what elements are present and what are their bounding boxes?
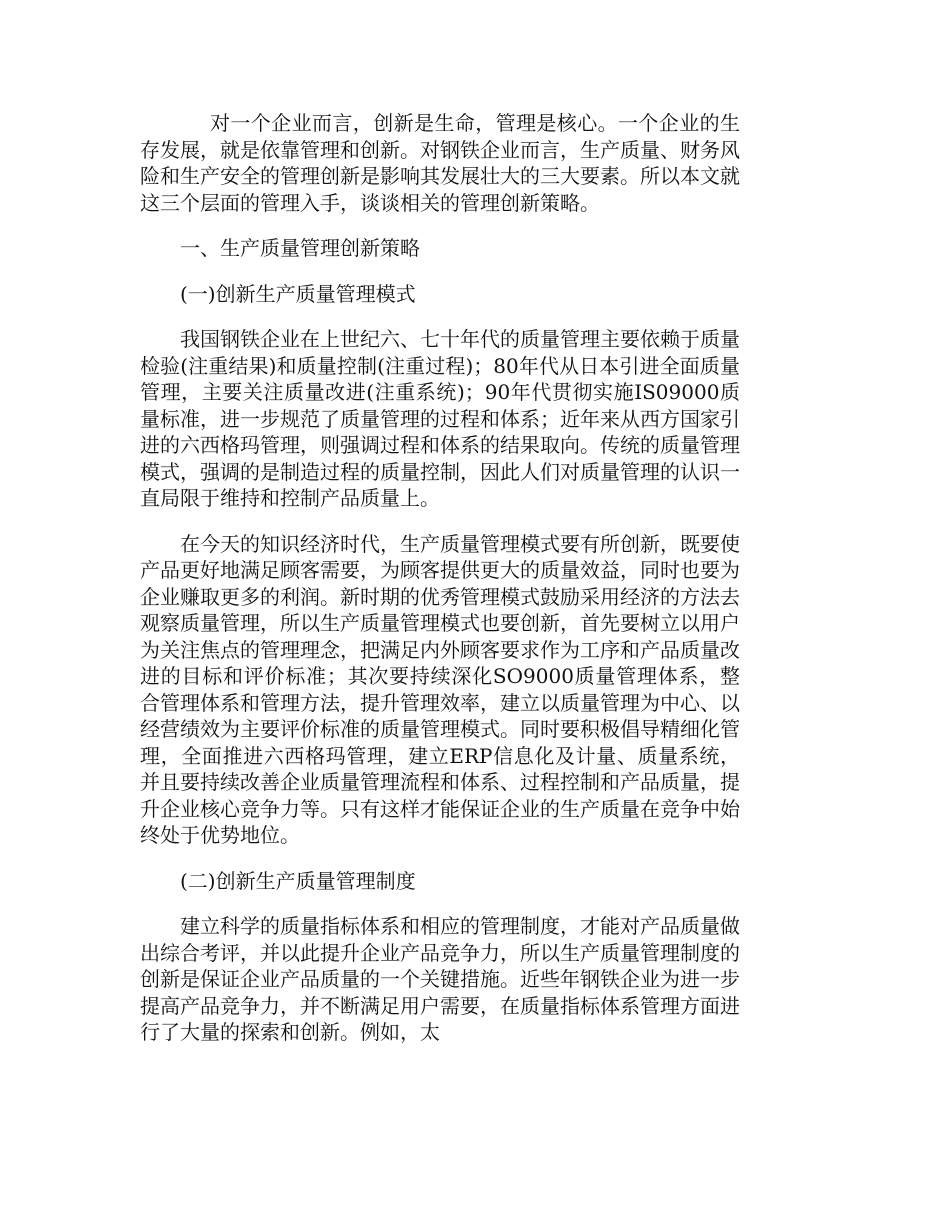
section-heading: 一、生产质量管理创新策略 <box>180 236 420 260</box>
subsection-heading: (一)创新生产质量管理模式 <box>180 281 416 306</box>
body-paragraph: 建立科学的质量指标体系和相应的管理制度，才能对产品质量做出综合考评，并以此提升企业产品竞争力，所以生产质量管理制度的创新是保证企业产品质量的一个关键措施。近些年钢铁企业为进一步提高产品竞争力，并不断满足用户需要，在质量指标体系管理方面进行了大量的探索和创新。例如，太 <box>140 914 740 1044</box>
document-body <box>140 110 740 1065</box>
subsection-heading: (二)创新生产质量管理制度 <box>180 868 416 893</box>
body-paragraph: 我国钢铁企业在上世纪六、七十年代的质量管理主要依赖于质量检验(注重结果)和质量控制(注重过程)；80年代从日本引进全面质量管理，主要关注质量改进(注重系统)；90年代贯彻实施IS09000质量标准，进一步规范了质量管理的过程和体系；近年来从西方国家引进的六西格玛管理，则强调过程和体系的结果取向。传统的质量管理模式，强调的是制造过程的质量控制，因此人们对质量管理的认识一直局限于维持和控制产品质量上。 <box>140 327 740 510</box>
body-paragraph: 在今天的知识经济时代，生产质量管理模式要有所创新，既要使产品更好地满足顾客需要，为顾客提供更大的质量效益，同时也要为企业赚取更多的利润。新时期的优秀管理模式鼓励采用经济的方法去观察质量管理，所以生产质量管理模式也要创新，首先要树立以用户为关注焦点的管理理念，把满足内外顾客要求作为工序和产品质量改进的目标和评价标准；其次要持续深化SO9000质量管理体系，整合管理体系和管理方法，提升管理效率，建立以质量管理为中心、以经营绩效为主要评价标准的质量管理模式。同时要积极倡导精细化管理，全面推进六西格玛管理，建立ERP信息化及计量、质量系统，并且要持续改善企业质量管理流程和体系、过程控制和产品质量，提升企业核心竞争力等。只有这样才能保证企业的生产质量在竞争中始终处于优势地位。 <box>140 531 740 847</box>
intro-paragraph: 对一个企业而言，创新是生命，管理是核心。一个企业的生存发展，就是依靠管理和创新。对钢铁企业而言，生产质量、财务风险和生产安全的管理创新是影响其发展壮大的三大要素。所以本文就这三个层面的管理入手，谈谈相关的管理创新策略。 <box>140 111 740 215</box>
